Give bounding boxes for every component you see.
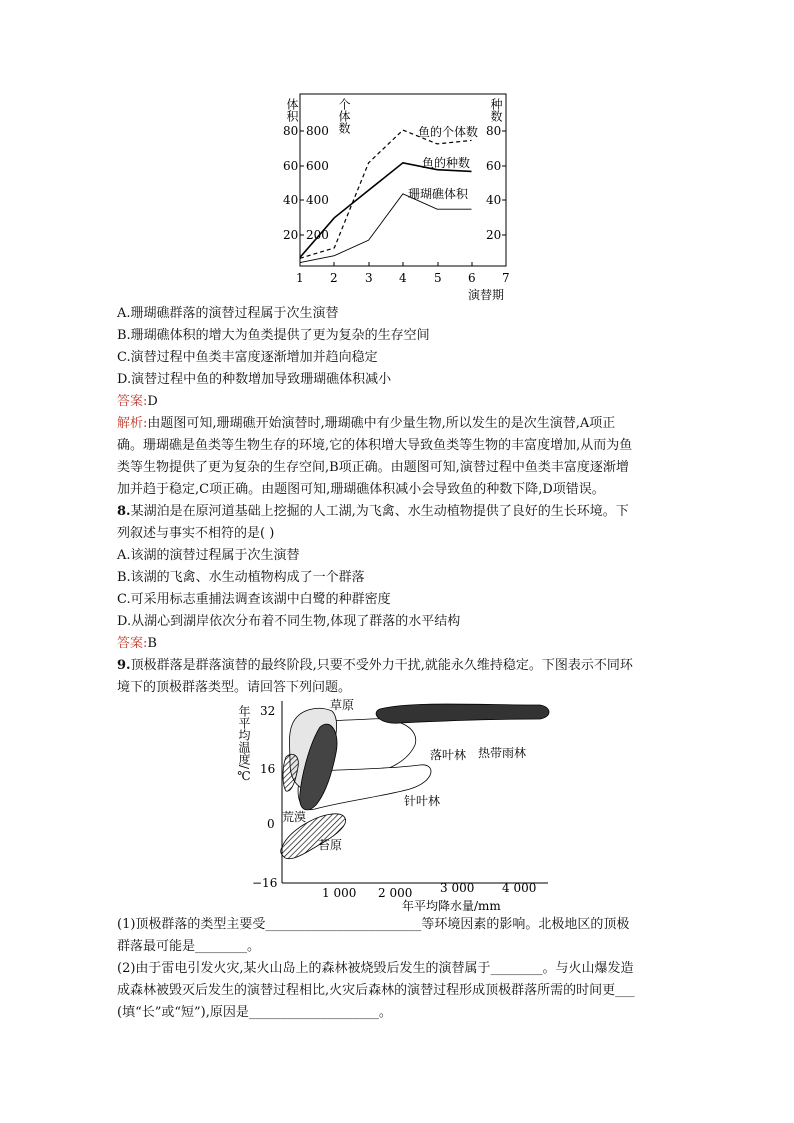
label-coral-volume: 珊瑚礁体积: [408, 187, 469, 201]
ytick-left-60: 60: [283, 159, 299, 173]
xtick-7: 7: [502, 271, 510, 285]
ytick-inner-400: 400: [306, 193, 329, 207]
q8-option-a: A.该湖的演替过程属于次生演替: [117, 548, 300, 563]
label-deciduous-forest: 落叶林: [430, 748, 467, 762]
xtick-6: 6: [468, 271, 476, 285]
analysis-text: 由题图可知,珊瑚礁开始演替时,珊瑚礁中有少量生物,所以发生的是次生演替,A项正: [147, 416, 616, 431]
xtick-2000: 2 000: [378, 886, 413, 900]
q8-stem-text: 某湖泊是在原河道基础上挖掘的人工湖,为飞禽、水生动植物提供了良好的生长环境。下: [130, 504, 629, 519]
region-desert: [283, 754, 298, 791]
ytick-16: 16: [260, 762, 276, 776]
answer-value: B: [147, 636, 157, 651]
q7-analysis-line-1: [117, 414, 615, 434]
left-axis-label: 体积: [285, 98, 299, 122]
ytick-left-40: 40: [283, 193, 299, 207]
answer-label: 答案:: [117, 636, 148, 651]
xtick-1: 1: [296, 271, 304, 285]
q7-option-c: C.演替过程中鱼类丰富度逐渐增加并趋向稳定: [117, 350, 378, 365]
answer-value: D: [147, 394, 158, 409]
x-axis-label: 演替期: [468, 288, 505, 302]
q8-option-c: C.可采用标志重捕法调查该湖中白鹭的种群密度: [117, 592, 391, 607]
ytick-right-60: 60: [486, 159, 502, 173]
ytick-inner-800: 800: [306, 124, 329, 138]
y-axis-label: 年平均温度/℃: [237, 705, 251, 784]
ytick-32: 32: [260, 704, 276, 718]
q9-sub-1-line-1: (1)顶极群落的类型主要受________________________等环境因素的影响。北极地区的顶极: [117, 917, 630, 932]
q7-analysis-line-4: 加并趋于稳定,C项正确。由题图可知,珊瑚礁体积减小会导致鱼的种数下降,D项错误。: [117, 482, 605, 497]
q9-stem-text: 顶极群落是群落演替的最终阶段,只要不受外力干扰,就能永久维持稳定。下图表示不同环: [130, 658, 633, 673]
xtick-5: 5: [434, 271, 442, 285]
q9-sub-2-line-2: 成森林被毁灭后发生的演替过程相比,火灾后森林的演替过程形成顶极群落所需的时间更___: [117, 983, 635, 998]
ytick-inner-600: 600: [306, 159, 329, 173]
q9-stem-line-1: [117, 656, 633, 676]
q9-sub-1-line-2: 群落最可能是________。: [117, 939, 261, 954]
label-fish-species: 鱼的种数: [422, 156, 471, 170]
q8-answer: [117, 634, 157, 654]
label-tundra: 苔原: [318, 838, 343, 852]
ytick-left-80: 80: [283, 124, 299, 138]
climax-community-diagram: [237, 697, 560, 915]
xtick-3: 3: [365, 271, 373, 285]
q8-number: 8.: [117, 504, 131, 519]
analysis-label: 解析:: [117, 416, 148, 431]
ytick-minus16: −16: [252, 876, 278, 890]
region-tropical-rainforest: [376, 704, 549, 723]
label-coniferous-forest: 针叶林: [404, 794, 441, 808]
ytick-0: 0: [267, 817, 275, 831]
ytick-right-20: 20: [486, 228, 502, 242]
q8-option-d: D.从湖心到湖岸依次分布着不同生物,体现了群落的水平结构: [117, 614, 461, 629]
q9-sub-2-line-3: (填“长”或“短”),原因是____________________。: [117, 1005, 392, 1020]
fish-coral-chart: [270, 92, 530, 307]
xtick-4: 4: [399, 271, 407, 285]
q7-option-d: D.演替过程中鱼的种数增加导致珊瑚礁体积减小: [117, 372, 392, 387]
q8-stem-line-2: 列叙述与事实不相符的是( ): [117, 526, 275, 541]
answer-label: 答案:: [117, 394, 148, 409]
label-desert: 荒漠: [282, 810, 307, 824]
series-fish-species: [300, 163, 472, 258]
xtick-3000: 3 000: [440, 881, 475, 895]
q8-option-b: B.该湖的飞禽、水生动植物构成了一个群落: [117, 570, 365, 585]
right-axis-label: 种数: [489, 98, 503, 122]
q7-answer: [117, 392, 158, 412]
q7-analysis-line-3: 类等生物提供了更为复杂的生存空间,B项正确。由题图可知,演替过程中鱼类丰富度逐渐增: [117, 460, 629, 475]
label-tropical-rainforest: 热带雨林: [478, 746, 527, 760]
q7-option-a: A.珊瑚礁群落的演替过程属于次生演替: [117, 306, 339, 321]
plot-frame: [300, 94, 506, 266]
ytick-right-80: 80: [486, 124, 502, 138]
ytick-inner-200: 200: [306, 228, 329, 242]
xtick-2: 2: [330, 271, 338, 285]
label-grassland: 草原: [330, 698, 355, 712]
label-fish-count: 鱼的个体数: [418, 125, 479, 139]
q9-sub-2-line-1: (2)由于雷电引发火灾,某火山岛上的森林被烧毁后发生的演替属于________。与火山爆发造: [117, 961, 634, 976]
q8-stem-line-1: [117, 502, 629, 522]
x-axis-label: 年平均降水量/mm: [402, 899, 501, 913]
ytick-left-20: 20: [283, 228, 299, 242]
xtick-1000: 1 000: [322, 886, 357, 900]
left-axis-label-2: 个体数: [337, 98, 351, 134]
q7-analysis-line-2: 确。珊瑚礁是鱼类等生物生存的环境,它的体积增大导致鱼类等生物的丰富度增加,从而为鱼: [117, 438, 633, 453]
q7-option-b: B.珊瑚礁体积的增大为鱼类提供了更为复杂的生存空间: [117, 328, 430, 343]
xtick-4000: 4 000: [502, 881, 537, 895]
q9-number: 9.: [117, 658, 131, 673]
q9-stem-line-2: 境下的顶极群落类型。请回答下列问题。: [117, 680, 352, 695]
ytick-right-40: 40: [486, 193, 502, 207]
